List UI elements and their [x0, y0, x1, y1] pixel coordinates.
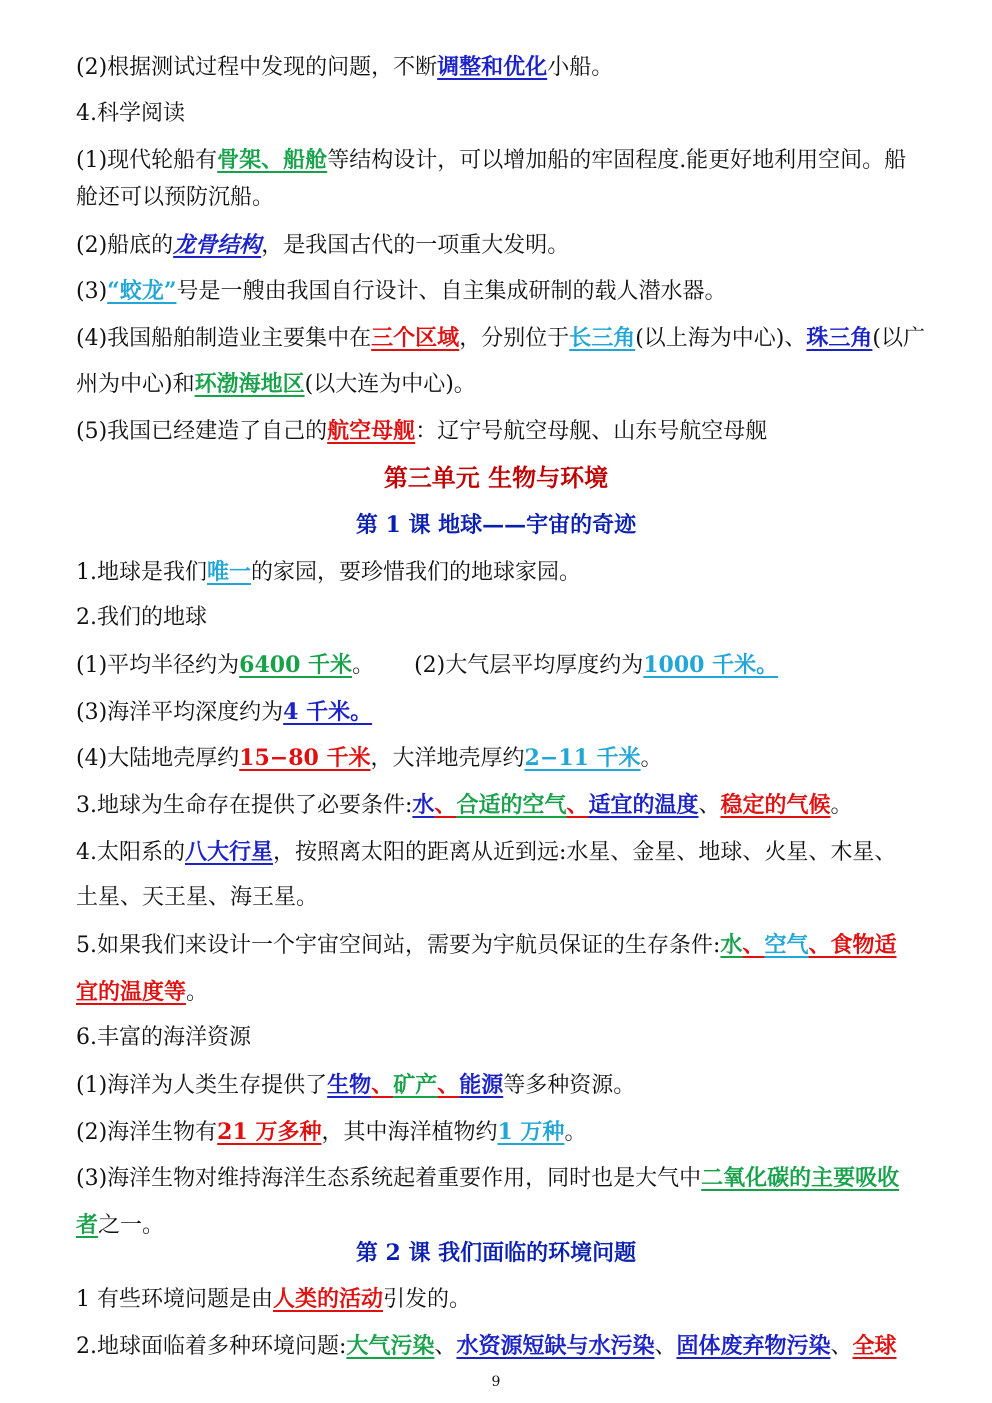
text-line: (2)船底的龙骨结构，是我国古代的一项重大发明。 — [76, 232, 570, 258]
keyword: 合适的空气 — [456, 792, 567, 818]
text-line: (2)海洋生物有21 万多种，其中海洋植物约1 万种。 — [76, 1119, 587, 1145]
text-line: (4)我国船舶制造业主要集中在三个区域，分别位于长三角(以上海为中心)、珠三角(以广 — [76, 325, 925, 351]
keyword: 调整和优化 — [437, 54, 548, 80]
text-line: 2.地球面临着多种环境问题:大气污染、水资源短缺与水污染、固体废弃物污染、全球 — [76, 1333, 897, 1359]
text-line: (3)“蛟龙”号是一艘由我国自行设计、自主集成研制的载人潜水器。 — [76, 278, 727, 304]
keyword: 水 — [720, 932, 743, 958]
keyword: 食物适 — [830, 932, 897, 958]
page-number: 9 — [491, 1374, 501, 1390]
keyword: 水资源短缺与水污染 — [456, 1333, 655, 1359]
keyword: “蛟龙” — [107, 278, 177, 304]
text-line: 者之一。 — [76, 1212, 165, 1238]
keyword: 1000 千米。 — [643, 652, 779, 678]
keyword: 21 万多种 — [217, 1119, 322, 1145]
text-line: (2)根据测试过程中发现的问题，不断调整和优化小船。 — [76, 54, 614, 80]
text-line: (1)海洋为人类生存提供了生物、矿产、能源等多种资源。 — [76, 1072, 636, 1098]
text-line: (1)现代轮船有骨架、船舱等结构设计，可以增加船的牢固程度.能更好地利用空间。船 — [76, 147, 907, 173]
text-line: 4.太阳系的八大行星，按照离太阳的距离从近到远:水星、金星、地球、火星、木星、 — [76, 839, 897, 865]
keyword: 1 万种 — [497, 1119, 565, 1145]
keyword: 全球 — [852, 1333, 897, 1359]
keyword: 龙骨结构 — [173, 232, 262, 258]
keyword: 2−11 千米 — [524, 745, 641, 771]
text-line: (4)大陆地壳厚约15−80 千米，大洋地壳厚约2−11 千米。 — [76, 745, 663, 771]
keyword: 人类的活动 — [273, 1286, 384, 1312]
keyword: 6400 千米 — [239, 652, 353, 678]
keyword: 宜的温度等 — [76, 979, 187, 1005]
lesson-heading: 第 1 课 地球——宇宙的奇迹 — [355, 512, 637, 538]
keyword: 者 — [76, 1212, 99, 1238]
keyword: 二氧化碳的主要吸收 — [701, 1165, 900, 1191]
text-line: 5.如果我们来设计一个宇宙空间站，需要为宇航员保证的生存条件:水、空气、食物适 — [76, 932, 897, 958]
keyword: 15−80 千米 — [239, 745, 371, 771]
text-line: (1)平均半径约为6400 千米。 (2)大气层平均厚度约为1000 千米。 — [76, 652, 779, 678]
keyword: 大气污染 — [346, 1333, 435, 1359]
keyword: 适宜的温度 — [588, 792, 699, 818]
unit-heading: 第三单元 生物与环境 — [383, 463, 609, 492]
keyword: 航空母舰 — [327, 418, 416, 444]
text-line: (3)海洋生物对维持海洋生态系统起着重要作用，同时也是大气中二氧化碳的主要吸收 — [76, 1165, 900, 1191]
keyword: 稳定的气候 — [720, 792, 831, 818]
text-line: 宜的温度等。 — [76, 979, 209, 1005]
text-line: 舱还可以预防沉船。 — [76, 185, 275, 210]
keyword: 环渤海地区 — [194, 371, 305, 397]
lesson-heading: 第 2 课 我们面临的环境问题 — [355, 1240, 637, 1266]
keyword: 珠三角 — [806, 325, 873, 351]
section-label: 4.科学阅读 — [76, 101, 185, 126]
text-line: 3.地球为生命存在提供了必要条件:水、合适的空气、适宜的温度、稳定的气候。 — [76, 792, 853, 818]
keyword: 能源 — [459, 1072, 504, 1098]
keyword: 水 — [412, 792, 435, 818]
keyword: 长三角 — [569, 325, 636, 351]
text-line: (5)我国已经建造了自己的航空母舰：辽宁号航空母舰、山东号航空母舰 — [76, 418, 768, 444]
keyword: 空气 — [764, 932, 809, 958]
text-line: (3)海洋平均深度约为4 千米。 — [76, 699, 373, 725]
keyword: 骨架、船舱 — [217, 147, 328, 173]
keyword: 生物 — [327, 1072, 372, 1098]
text-line: 1.地球是我们唯一的家园，要珍惜我们的地球家园。 — [76, 559, 582, 585]
keyword: 三个区域 — [371, 325, 460, 351]
text-line: 州为中心)和环渤海地区(以大连为中心)。 — [76, 371, 476, 397]
keyword: 固体废弃物污染 — [676, 1333, 831, 1359]
keyword: 八大行星 — [185, 839, 274, 865]
keyword: 矿产 — [393, 1072, 438, 1098]
text-line: 1 有些环境问题是由人类的活动引发的。 — [76, 1286, 472, 1312]
keyword: 唯一 — [207, 559, 252, 585]
keyword: 4 千米。 — [283, 699, 373, 725]
section-label: 6.丰富的海洋资源 — [76, 1025, 251, 1050]
text-line: 土星、天王星、海王星。 — [76, 885, 319, 910]
section-label: 2.我们的地球 — [76, 605, 207, 630]
